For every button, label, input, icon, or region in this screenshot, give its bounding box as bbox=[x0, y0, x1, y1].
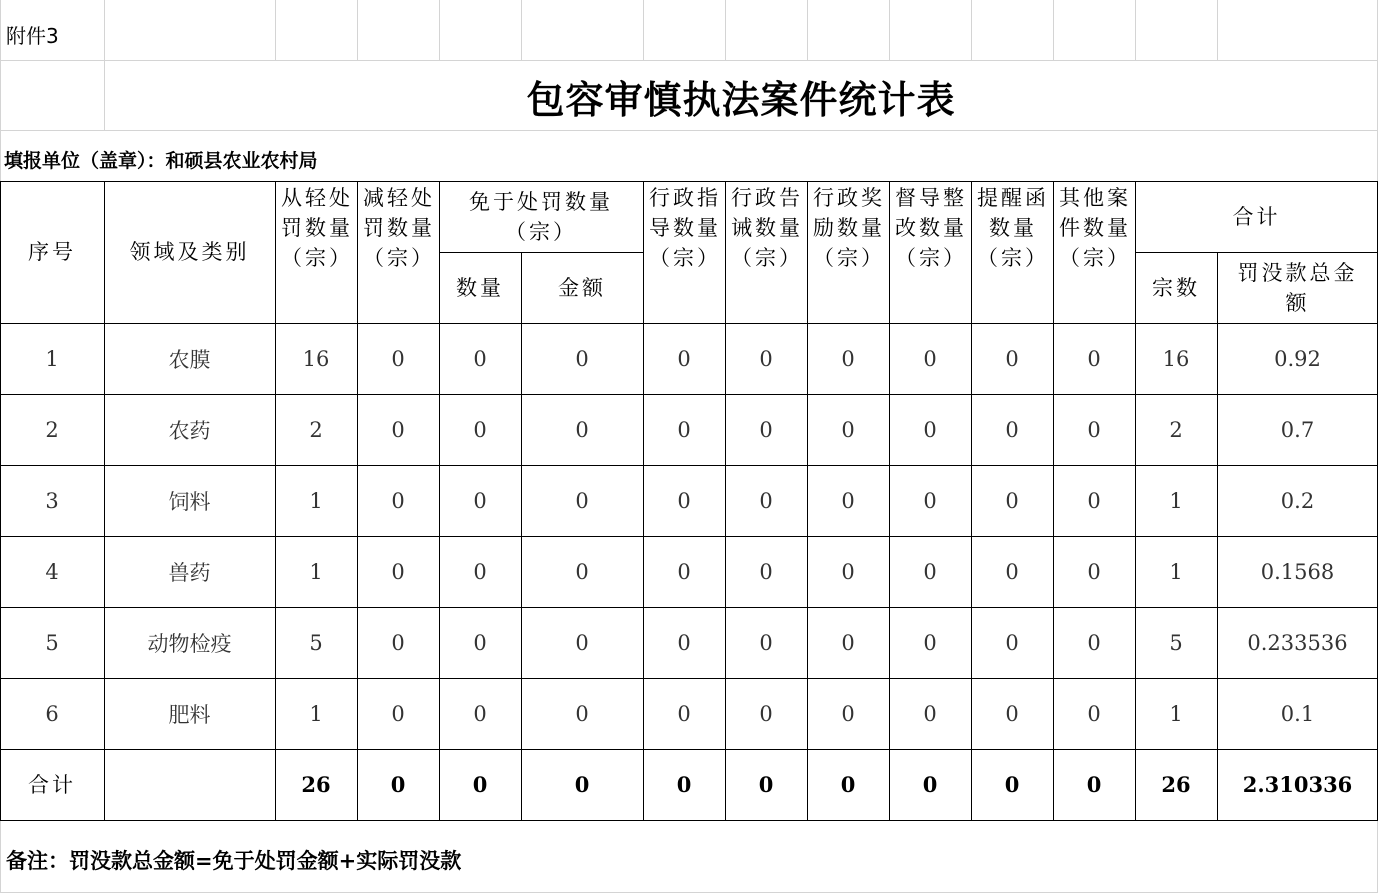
row-value: 0 bbox=[759, 488, 773, 513]
gridline-horizontal bbox=[0, 60, 1378, 61]
footnote: 备注：罚没款总金额=免于处罚金额+实际罚没款 bbox=[6, 848, 462, 873]
row-seq: 5 bbox=[45, 630, 59, 655]
gridline-vertical bbox=[357, 0, 358, 60]
header-total-group: 合计 bbox=[1232, 204, 1281, 229]
header-other-cases: 其他案件数量（宗） bbox=[1059, 186, 1131, 270]
row-value: 0 bbox=[759, 417, 773, 442]
row-value: 0 bbox=[841, 630, 855, 655]
row-value: 0 bbox=[923, 488, 937, 513]
row-value: 0 bbox=[575, 701, 589, 726]
row-value: 0 bbox=[1005, 346, 1019, 371]
row-value: 0 bbox=[391, 630, 405, 655]
total-value: 0 bbox=[922, 772, 938, 797]
row-value: 0 bbox=[677, 701, 691, 726]
header-reduced-penalty: 减轻处罚数量（宗） bbox=[363, 186, 435, 270]
row-value: 0 bbox=[1087, 346, 1101, 371]
row-value: 0 bbox=[473, 488, 487, 513]
row-value: 0 bbox=[1005, 701, 1019, 726]
row-value: 1 bbox=[1169, 488, 1183, 513]
table-border bbox=[0, 820, 1378, 821]
gridline-vertical bbox=[1217, 0, 1218, 60]
row-seq: 1 bbox=[45, 346, 59, 371]
row-value: 1 bbox=[309, 488, 323, 513]
header-supervise-rectify: 督导整改数量（宗） bbox=[895, 186, 967, 270]
row-value: 0 bbox=[1005, 488, 1019, 513]
total-label: 合计 bbox=[28, 772, 76, 797]
header-light-penalty: 从轻处罚数量（宗） bbox=[281, 186, 353, 270]
total-value: 0 bbox=[840, 772, 856, 797]
row-seq: 4 bbox=[45, 559, 59, 584]
row-value: 0 bbox=[841, 346, 855, 371]
row-value: 0 bbox=[759, 559, 773, 584]
row-value: 0.1568 bbox=[1260, 559, 1335, 584]
total-value: 26 bbox=[1161, 772, 1191, 797]
row-value: 0 bbox=[841, 417, 855, 442]
row-domain: 兽药 bbox=[168, 560, 211, 585]
row-value: 0 bbox=[575, 559, 589, 584]
row-value: 0 bbox=[575, 417, 589, 442]
row-value: 0 bbox=[1087, 488, 1101, 513]
row-value: 0.2 bbox=[1280, 488, 1315, 513]
row-value: 2 bbox=[1169, 417, 1183, 442]
row-value: 0 bbox=[841, 559, 855, 584]
row-value: 0 bbox=[923, 630, 937, 655]
total-value: 0 bbox=[390, 772, 406, 797]
row-value: 0 bbox=[841, 701, 855, 726]
gridline-vertical bbox=[104, 0, 105, 60]
row-value: 0 bbox=[677, 346, 691, 371]
row-value: 0 bbox=[1087, 630, 1101, 655]
row-value: 0 bbox=[1087, 417, 1101, 442]
row-value: 0 bbox=[391, 701, 405, 726]
total-value: 0 bbox=[758, 772, 774, 797]
row-value: 0 bbox=[1087, 559, 1101, 584]
row-domain: 动物检疫 bbox=[147, 631, 232, 656]
row-value: 0.233536 bbox=[1247, 630, 1348, 655]
row-value: 1 bbox=[309, 701, 323, 726]
gridline-horizontal bbox=[0, 130, 1378, 131]
row-value: 0 bbox=[759, 701, 773, 726]
row-value: 0 bbox=[1005, 559, 1019, 584]
row-value: 0 bbox=[1005, 630, 1019, 655]
row-value: 0.92 bbox=[1274, 346, 1321, 371]
header-seq: 序号 bbox=[28, 240, 76, 264]
row-value: 1 bbox=[309, 559, 323, 584]
gridline-vertical bbox=[971, 0, 972, 60]
row-value: 0 bbox=[677, 559, 691, 584]
gridline-vertical bbox=[439, 0, 440, 60]
row-value: 0 bbox=[923, 417, 937, 442]
row-value: 0 bbox=[391, 559, 405, 584]
row-seq: 6 bbox=[45, 701, 59, 726]
row-value: 0 bbox=[677, 488, 691, 513]
row-value: 0 bbox=[759, 630, 773, 655]
row-value: 1 bbox=[1169, 701, 1183, 726]
row-value: 0 bbox=[575, 488, 589, 513]
gridline-vertical bbox=[521, 0, 522, 60]
header-exempt-group: 免于处罚数量（宗） bbox=[469, 189, 613, 244]
row-domain: 肥料 bbox=[168, 702, 211, 727]
header-exempt-count: 数量 bbox=[456, 275, 504, 300]
row-value: 0.7 bbox=[1280, 417, 1315, 442]
row-value: 0 bbox=[473, 346, 487, 371]
row-value: 0 bbox=[759, 346, 773, 371]
row-value: 16 bbox=[1162, 346, 1190, 371]
row-domain: 农膜 bbox=[168, 347, 211, 372]
header-admin-reward: 行政奖励数量（宗） bbox=[813, 186, 885, 270]
row-value: 5 bbox=[309, 630, 323, 655]
row-value: 2 bbox=[309, 417, 323, 442]
row-value: 16 bbox=[302, 346, 330, 371]
row-value: 5 bbox=[1169, 630, 1183, 655]
row-value: 0 bbox=[473, 417, 487, 442]
gridline-vertical bbox=[643, 0, 644, 60]
row-value: 0 bbox=[473, 630, 487, 655]
total-value: 0 bbox=[676, 772, 692, 797]
row-value: 0 bbox=[923, 559, 937, 584]
header-exempt-amount: 金额 bbox=[558, 275, 606, 300]
gridline-vertical bbox=[807, 0, 808, 60]
header-admin-guidance: 行政指导数量（宗） bbox=[649, 186, 721, 270]
row-value: 0 bbox=[473, 701, 487, 726]
filling-unit: 填报单位（盖章）：和硕县农业农村局 bbox=[4, 150, 318, 172]
row-domain: 饲料 bbox=[168, 489, 211, 514]
row-value: 1 bbox=[1169, 559, 1183, 584]
gridline-vertical bbox=[725, 0, 726, 60]
gridline-vertical bbox=[889, 0, 890, 60]
row-seq: 3 bbox=[45, 488, 59, 513]
total-value: 0 bbox=[472, 772, 488, 797]
total-domain bbox=[104, 749, 275, 820]
row-value: 0 bbox=[391, 417, 405, 442]
header-reminder-letter: 提醒函数量（宗） bbox=[977, 186, 1049, 270]
header-domain: 领域及类别 bbox=[129, 240, 250, 264]
header-total-count: 宗数 bbox=[1152, 275, 1200, 300]
row-value: 0 bbox=[391, 346, 405, 371]
row-value: 0 bbox=[473, 559, 487, 584]
header-admin-warning: 行政告诫数量（宗） bbox=[731, 186, 803, 270]
total-value: 0 bbox=[1004, 772, 1020, 797]
total-value: 0 bbox=[1086, 772, 1102, 797]
row-domain: 农药 bbox=[168, 418, 211, 443]
row-value: 0 bbox=[391, 488, 405, 513]
row-value: 0 bbox=[677, 630, 691, 655]
total-value: 26 bbox=[301, 772, 331, 797]
row-value: 0 bbox=[575, 346, 589, 371]
row-value: 0 bbox=[923, 346, 937, 371]
row-seq: 2 bbox=[45, 417, 59, 442]
row-value: 0 bbox=[677, 417, 691, 442]
header-total-fine: 罚没款总金额 bbox=[1237, 260, 1358, 315]
row-value: 0 bbox=[575, 630, 589, 655]
gridline-vertical bbox=[1053, 0, 1054, 60]
gridline-vertical bbox=[1135, 0, 1136, 60]
row-value: 0 bbox=[841, 488, 855, 513]
total-value: 0 bbox=[574, 772, 590, 797]
table-title: 包容审慎执法案件统计表 bbox=[526, 76, 956, 122]
row-value: 0 bbox=[1087, 701, 1101, 726]
row-value: 0 bbox=[1005, 417, 1019, 442]
row-value: 0.1 bbox=[1280, 701, 1315, 726]
row-value: 0 bbox=[923, 701, 937, 726]
total-value: 2.310336 bbox=[1242, 772, 1353, 797]
attachment-label: 附件3 bbox=[6, 24, 59, 48]
gridline-vertical bbox=[275, 0, 276, 60]
